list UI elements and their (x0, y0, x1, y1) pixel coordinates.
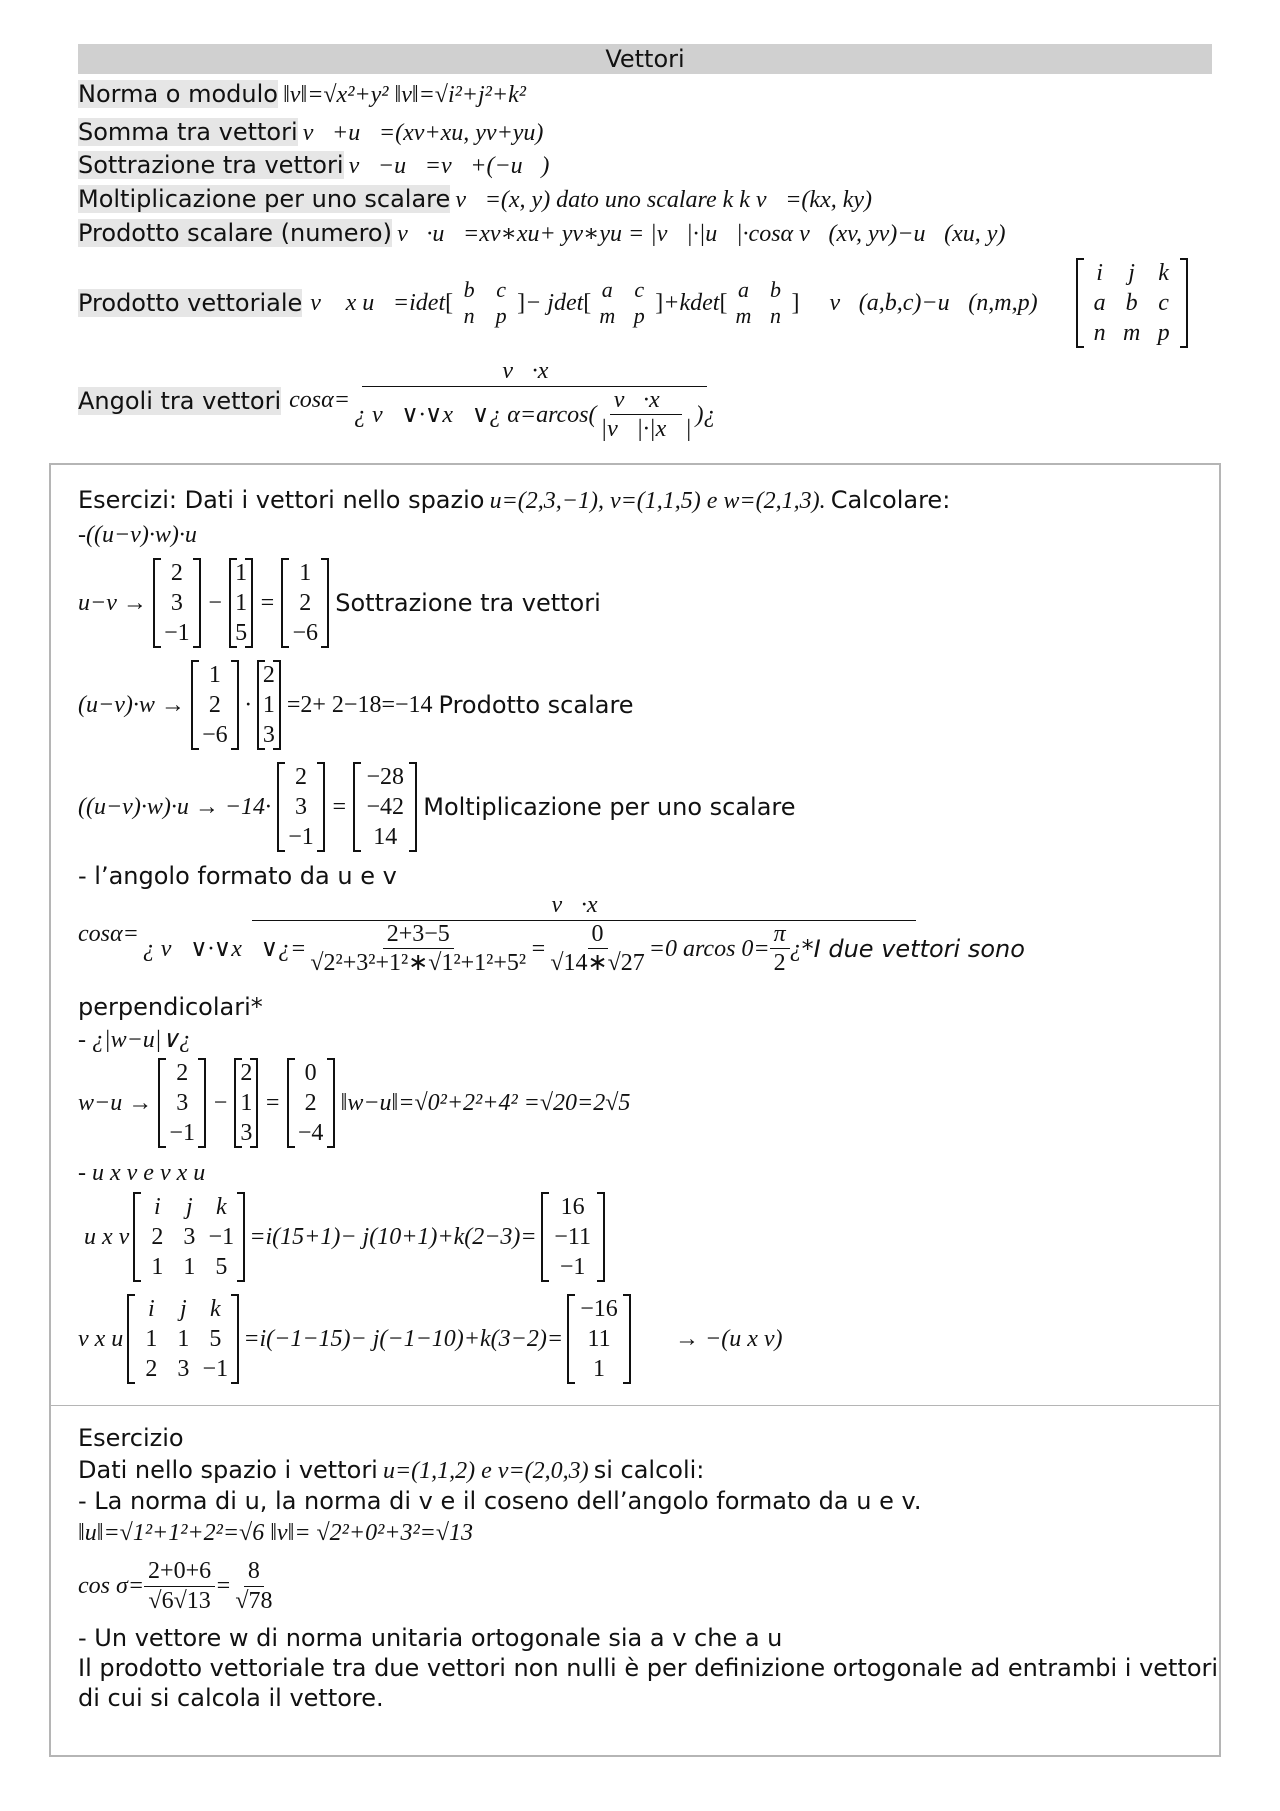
step3-lhs: ((u−v)·w)·u → −14· (78, 793, 272, 820)
exercise-separator (51, 1405, 1221, 1406)
ex1-item1: -((u−v)·w)·u (78, 522, 197, 548)
step3-vector-a: 2 3 −1 (277, 762, 325, 852)
ex2-intro-end: si calcoli: (593, 1456, 705, 1484)
ex2-heading: Esercizio (78, 1424, 184, 1452)
step2-label: Prodotto scalare (438, 691, 634, 719)
ex1-cross2 (78, 1294, 783, 1384)
ex2-q2: - Un vettore w di norma unitaria ortogonale sia a v che a u (78, 1624, 783, 1652)
ex1-intro-end: Calcolare: (830, 486, 951, 514)
ex2-q1: - La norma di u, la norma di v e il coseno dell’angolo formato da u e v. (78, 1487, 922, 1515)
def-norma (78, 80, 526, 109)
ex1-step2: (u−v)·w → 1 2 −6 · 2 1 3 =2+ 2−18=−14 Prodotto scalare (78, 662, 634, 748)
ex2-cos-frac1: $\frac{2+0+6}{√6√13}$ (144, 1558, 215, 1615)
step1-lhs: u−v → (78, 589, 147, 616)
def-somma-formula: v⃗+u⃗=(xv+xu, yv+yu) (302, 120, 544, 146)
step1-result: 1 2 −6 (281, 558, 329, 648)
ex1-step3: ((u−v)·w)·u → −14· 2 3 −1 = −28 −42 14 Moltiplicazione per uno scalare (78, 764, 796, 850)
step3-label: Moltiplicazione per uno scalare (423, 793, 796, 821)
def-norma-label: Norma o modulo (78, 80, 278, 108)
step4-vector-a: 2 3 −1 (158, 1058, 206, 1148)
def-prodotto-scalare-label: Prodotto scalare (numero) (78, 219, 392, 247)
def-moltiplicazione-label: Moltiplicazione per uno scalare (78, 185, 451, 213)
def-somma-label: Somma tra vettori (78, 118, 298, 146)
ex2-text1: Il prodotto vettoriale tra due vettori non nulli è per definizione ortogonale ad entrambi i vettori (78, 1654, 1219, 1682)
ex1-item3: - ¿|w−u|∨¿ (78, 1027, 191, 1053)
cross1-lhs: u x v (84, 1223, 130, 1250)
pv-formula-left: v⃗ x u⃗=idet (310, 289, 446, 316)
cross2-result: −16 11 1 (567, 1294, 631, 1384)
ex2-cos-frac2: $\frac{8}{√78}$ (235, 1558, 273, 1614)
def-somma (78, 118, 543, 147)
step1-label: Sottrazione tra vettori (335, 589, 601, 617)
angoli-fraction: v⃗·x⃗ ¿ v⃗∨·∨x⃗∨¿ α=arcos( $\frac{v⃗\cdot x⃗}{|v⃗|\cdot|x⃗|}$ )¿ (353, 358, 716, 443)
step4-lhs: w−u → (78, 1089, 153, 1116)
ex1-cross1 (84, 1192, 605, 1282)
ex2-cos-lhs: cos σ= (78, 1573, 145, 1600)
ex1-intro (78, 486, 950, 515)
cross2-expr: =i(−1−15)− j(−1−10)+k(3−2)= (243, 1325, 564, 1352)
step4-result: 0 2 −4 (287, 1058, 335, 1148)
angoli-lhs: cosα= (289, 387, 350, 414)
ex2-norms: ‖u‖=√1²+1²+2²=√6 ‖v‖= √2²+0²+3²=√13 (78, 1520, 474, 1546)
def-sottrazione-label: Sottrazione tra vettori (78, 151, 344, 179)
pv-det-matrix-3: a b m n (735, 277, 781, 328)
ex2-text2: di cui si calcola il vettore. (78, 1684, 384, 1712)
cross1-matrix: i j k 2 3 −1 1 1 5 (133, 1192, 245, 1282)
ex2-cos: cos σ= $\frac{2+0+6}{√6√13}$ = $\frac{8}{√78}$ (78, 1558, 276, 1615)
pv-det-matrix-2: a c m p (599, 277, 645, 328)
step1-vector-b: 1 1 5 (229, 558, 253, 648)
cos-note1: *I due vettori sono (801, 934, 1025, 963)
cos-lhs: cosα= (78, 921, 139, 948)
ex1-intro-math: u=(2,3,−1), v=(1,1,5) e w=(2,1,3). (489, 488, 826, 514)
step3-result: −28 −42 14 (353, 762, 417, 852)
ex2-intro-math: u=(1,1,2) e v=(2,0,3) (382, 1458, 589, 1484)
ex1-cos (78, 892, 1029, 978)
def-sottrazione-formula: v⃗−u⃗=v⃗+(−u⃗) (348, 153, 550, 179)
cos-fraction: v⃗·x⃗ ¿ v⃗∨·∨x⃗∨¿= $\frac{2+3-5}{\text{√2²+3²+1²∗√1²+1²+5²}}$ = $\frac{0}{√14∗√27}$ =0 arcos 0= $\frac{\pi}{2}$ ¿ *I due vettori sono (142, 892, 1025, 977)
ex1-item4: - u x v e v x u (78, 1160, 206, 1186)
step4-vector-b: 2 1 3 (234, 1058, 258, 1148)
page-title: Vettori (78, 44, 1212, 74)
def-sottrazione (78, 151, 549, 180)
cross2-lhs: v x u (78, 1325, 124, 1352)
ex2-intro (78, 1456, 704, 1485)
def-norma-formula: ‖v‖=√x²+y² ‖v‖=√i²+j²+k² (283, 82, 526, 108)
step2-vector-a: 1 2 −6 (191, 660, 239, 750)
ex1-intro-text: Esercizi: Dati i vettori nello spazio (78, 486, 485, 514)
step2-vector-b: 2 1 3 (257, 660, 281, 750)
def-angoli-label: Angoli tra vettori (78, 386, 282, 415)
pv-formula-mid1: − jdet (525, 289, 584, 316)
def-prodotto-vettoriale: Prodotto vettoriale v⃗ x u⃗=idet [ b c n p ] − jdet [ a c m p ] +kdet [ a b m n ] v⃗(a,b,c)−u⃗(n,m,p) i j k a b c n m p (78, 258, 1188, 348)
cross2-tail: → −(u x v) (675, 1325, 783, 1352)
cross1-expr: =i(15+1)− j(10+1)+k(2−3)= (249, 1223, 537, 1250)
pv-formula-right: v⃗(a,b,c)−u⃗(n,m,p) (829, 289, 1038, 316)
def-moltiplicazione-formula: v⃗=(x, y) dato uno scalare k k v⃗=(kx, ky) (455, 187, 873, 213)
def-prodotto-vettoriale-label: Prodotto vettoriale (78, 289, 303, 317)
cross2-matrix: i j k 1 1 5 2 3 −1 (127, 1294, 239, 1384)
cross1-result: 16 −11 −1 (541, 1192, 605, 1282)
def-angoli (78, 358, 720, 444)
pv-formula-mid2: +kdet (663, 289, 720, 316)
ex1-item2: - l’angolo formato da u e v (78, 862, 397, 890)
pv-big-matrix: i j k a b c n m p (1076, 258, 1188, 348)
step2-lhs: (u−v)·w → (78, 691, 185, 718)
step1-vector-a: 2 3 −1 (153, 558, 201, 648)
ex1-step1: u−v → 2 3 −1 − 1 1 5 = 1 2 −6 Sottrazione tra vettori (78, 560, 601, 646)
step2-result: =2+ 2−18=−14 (286, 691, 433, 718)
def-moltiplicazione (78, 185, 872, 214)
pv-det-matrix-1: b c n p (463, 277, 507, 328)
def-prodotto-scalare-formula: v⃗·u⃗=xv∗xu+ yv∗yu = |v⃗|·|u⃗|·cosα v⃗(xv, yv)−u⃗(xu, y) (397, 221, 1006, 247)
cos-note2: perpendicolari* (78, 993, 263, 1021)
ex2-intro-text: Dati nello spazio i vettori (78, 1456, 378, 1484)
ex1-step4: w−u → 2 3 −1 − 2 1 3 = 0 2 −4 ‖w−u‖=√0²+2²+4² =√20=2√5 (78, 1060, 631, 1146)
def-prodotto-scalare (78, 219, 1005, 248)
step4-norm: ‖w−u‖=√0²+2²+4² =√20=2√5 (340, 1089, 631, 1116)
